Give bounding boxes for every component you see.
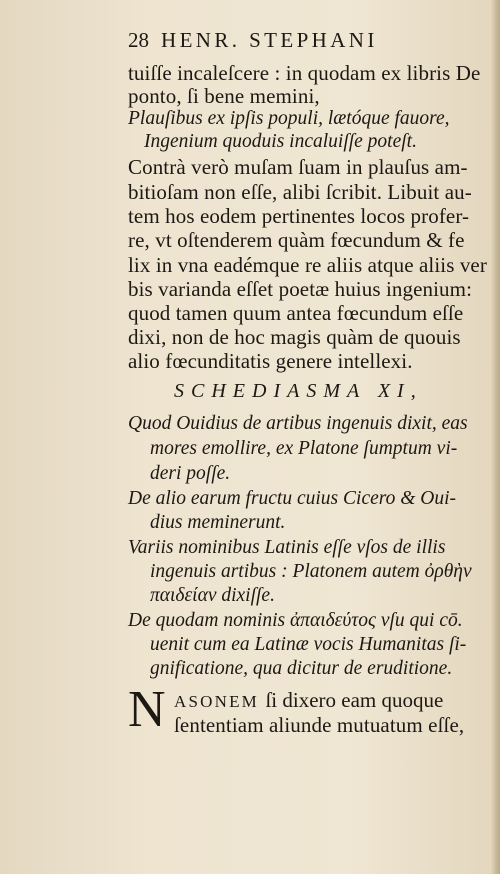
opening-line [174,688,443,713]
body-line: alio fœcunditatis genere intellexi. [128,349,413,373]
body-line: ſententiam aliunde mutuatum eſſe, [174,713,465,737]
opening-small-caps: ASONEM [174,692,259,711]
summary-line: De quodam nominis ἀπαιδεύτος vſu qui cō. [128,610,463,631]
opening-rest: ſi dixero eam quoque [265,688,444,712]
summary-line: De alio earum fructu cuius Cicero & Oui- [128,488,457,509]
body-line: ponto, ſi bene memini, [128,84,320,108]
page-edge [490,0,500,874]
summary-line: mores emollire, ex Platone ſumptum vi- [150,438,458,459]
body-line: Contrà verò muſam ſuam in plauſus am- [128,155,468,179]
body-line: bitioſam non eſſe, alibi ſcribit. Libuit au- [128,180,472,204]
body-line: bis varianda eſſet poetæ huius ingenium: [128,277,473,301]
summary-line: ingenuis artibus : Platonem autem ὀρθὴν [150,561,472,582]
drop-cap: N [128,681,166,738]
running-head [128,28,378,53]
summary-line: uenit cum ea Latinæ vocis Humanitas ſi- [150,634,467,655]
body-line: dixi, non de hoc magis quàm de quouis [128,325,461,349]
summary-line: παιδείαν dixiſſe. [150,585,275,606]
body-line: re, vt oſtenderem quàm fœcundum & fe [128,228,465,252]
body-line: tem hos eodem pertinentes locos profer- [128,204,470,228]
summary-line: Quod Ouidius de artibus ingenuis dixit, eas [128,413,468,434]
body-line: tuiſſe incaleſcere : in quodam ex libris De [128,61,481,85]
body-line: lix in vna eadémque re aliis atque aliis ver [128,253,487,277]
summary-line: Variis nominibus Latinis eſſe vſos de illis [128,537,446,558]
running-title: HENR. STEPHANI [161,28,378,52]
summary-line: gnificatione, qua dicitur de eruditione. [150,658,453,679]
body-line: quod tamen quum antea fœcundum eſſe [128,301,464,325]
verse-line: Plauſibus ex ipſis populi, lætóque fauore, [128,108,450,129]
summary-line: deri poſſe. [150,463,231,484]
summary-line: dius meminerunt. [150,512,286,533]
verse-line: Ingenium quoduis incaluiſſe poteſt. [144,131,417,152]
section-title: SCHEDIASMA XI, [174,380,423,402]
page-number: 28 [128,28,149,52]
